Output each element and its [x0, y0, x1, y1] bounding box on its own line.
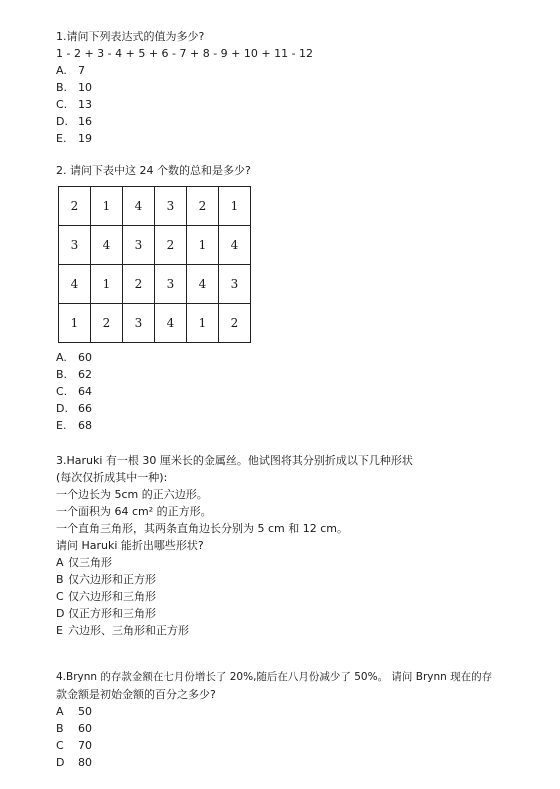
option — [56, 571, 526, 588]
option-value: 六边形、三角形和正方形 — [68, 624, 189, 637]
option-value: 19 — [78, 132, 92, 145]
grid-cell: 3 — [59, 226, 91, 265]
question-1 — [56, 28, 526, 147]
option-key: C — [56, 739, 64, 752]
option-key: B — [56, 573, 64, 586]
option-key: A. — [56, 64, 67, 77]
question-2-title: 2. 请问下表中这 24 个数的总和是多少? — [56, 164, 251, 177]
option-value: 13 — [78, 98, 92, 111]
grid-cell: 1 — [187, 304, 219, 343]
option — [56, 79, 526, 96]
question-3-line: 一个直角三角形，其两条直角边长分别为 5 cm 和 12 cm。 — [56, 522, 349, 535]
option-key: E — [56, 624, 63, 637]
option-value: 64 — [78, 385, 92, 398]
question-2 — [56, 162, 526, 179]
option — [56, 96, 526, 113]
question-3-line: 3.Haruki 有一根 30 厘米长的金属丝。他试图将其分别折成以下几种形状 — [56, 454, 413, 467]
grid-cell: 1 — [91, 265, 123, 304]
grid-cell: 4 — [123, 187, 155, 226]
option-value: 仅正方形和三角形 — [68, 607, 156, 620]
option-value: 70 — [78, 739, 92, 752]
option-value: 68 — [78, 419, 92, 432]
option-value: 60 — [78, 351, 92, 364]
question-1-title: 1.请问下列表达式的值为多少? — [56, 30, 205, 43]
grid-cell: 3 — [123, 226, 155, 265]
option-key: C — [56, 590, 64, 603]
option-key: C. — [56, 385, 68, 398]
option-value: 80 — [78, 756, 92, 769]
option-key: A — [56, 556, 64, 569]
question-2-options — [56, 349, 526, 434]
option — [56, 720, 526, 737]
question-4 — [56, 669, 526, 771]
option-value: 62 — [78, 368, 92, 381]
grid-row — [59, 226, 251, 265]
option — [56, 605, 526, 622]
option-value: 60 — [78, 722, 92, 735]
option — [56, 737, 526, 754]
option-value: 7 — [78, 64, 85, 77]
option-value: 50 — [78, 705, 92, 718]
option-key: D — [56, 756, 65, 769]
option-value: 仅三角形 — [68, 556, 112, 569]
grid-cell: 2 — [219, 304, 251, 343]
option — [56, 417, 526, 434]
question-3-line: 一个面积为 64 cm² 的正方形。 — [56, 505, 212, 518]
grid-cell: 2 — [187, 187, 219, 226]
grid-cell: 4 — [155, 304, 187, 343]
option — [56, 400, 526, 417]
option-key: B — [56, 722, 64, 735]
grid-row — [59, 304, 251, 343]
option-key: A. — [56, 351, 67, 364]
option-key: B. — [56, 368, 68, 381]
question-3 — [56, 452, 526, 639]
question-1-expression: 1 - 2 + 3 - 4 + 5 + 6 - 7 + 8 - 9 + 10 + 11 - 12 — [56, 47, 314, 60]
grid-cell: 3 — [123, 304, 155, 343]
question-3-line: 一个边长为 5cm 的正六边形。 — [56, 488, 208, 501]
option-value: 仅六边形和三角形 — [68, 590, 156, 603]
grid-cell: 1 — [187, 226, 219, 265]
option — [56, 366, 526, 383]
option-value: 66 — [78, 402, 92, 415]
option-key: C. — [56, 98, 68, 111]
question-3-line: (每次仅折成其中一种): — [56, 471, 168, 484]
question-4-line: 4.Brynn 的存款金额在七月份增长了 20%,随后在八月份减少了 50%。 请问 Brynn 现在的存 — [56, 671, 493, 683]
option — [56, 130, 526, 147]
grid-cell: 4 — [219, 226, 251, 265]
grid-cell: 2 — [91, 304, 123, 343]
number-grid — [58, 186, 251, 343]
option — [56, 62, 526, 79]
question-4-line: 款金额是初始金额的百分之多少? — [56, 688, 216, 701]
option-key: D. — [56, 402, 68, 415]
option — [56, 383, 526, 400]
option-key: E. — [56, 132, 67, 145]
grid-cell: 2 — [155, 226, 187, 265]
option-value: 10 — [78, 81, 92, 94]
question-3-line: 请问 Haruki 能折出哪些形状? — [56, 539, 204, 552]
grid-cell: 4 — [187, 265, 219, 304]
option-key: B. — [56, 81, 68, 94]
grid-cell: 4 — [59, 265, 91, 304]
grid-cell: 4 — [91, 226, 123, 265]
grid-cell: 1 — [219, 187, 251, 226]
option — [56, 588, 526, 605]
option — [56, 554, 526, 571]
grid-cell: 1 — [91, 187, 123, 226]
option — [56, 622, 526, 639]
option-key: D. — [56, 115, 68, 128]
grid-cell: 3 — [155, 187, 187, 226]
option — [56, 754, 526, 771]
grid-cell: 2 — [59, 187, 91, 226]
grid-cell: 1 — [59, 304, 91, 343]
grid-row — [59, 187, 251, 226]
option — [56, 703, 526, 720]
option — [56, 113, 526, 130]
grid-cell: 3 — [155, 265, 187, 304]
grid-cell: 2 — [123, 265, 155, 304]
grid-row — [59, 265, 251, 304]
option-key: A — [56, 705, 64, 718]
grid-cell: 3 — [219, 265, 251, 304]
option — [56, 349, 526, 366]
option-key: E. — [56, 419, 67, 432]
option-key: D — [56, 607, 65, 620]
option-value: 16 — [78, 115, 92, 128]
option-value: 仅六边形和正方形 — [68, 573, 156, 586]
